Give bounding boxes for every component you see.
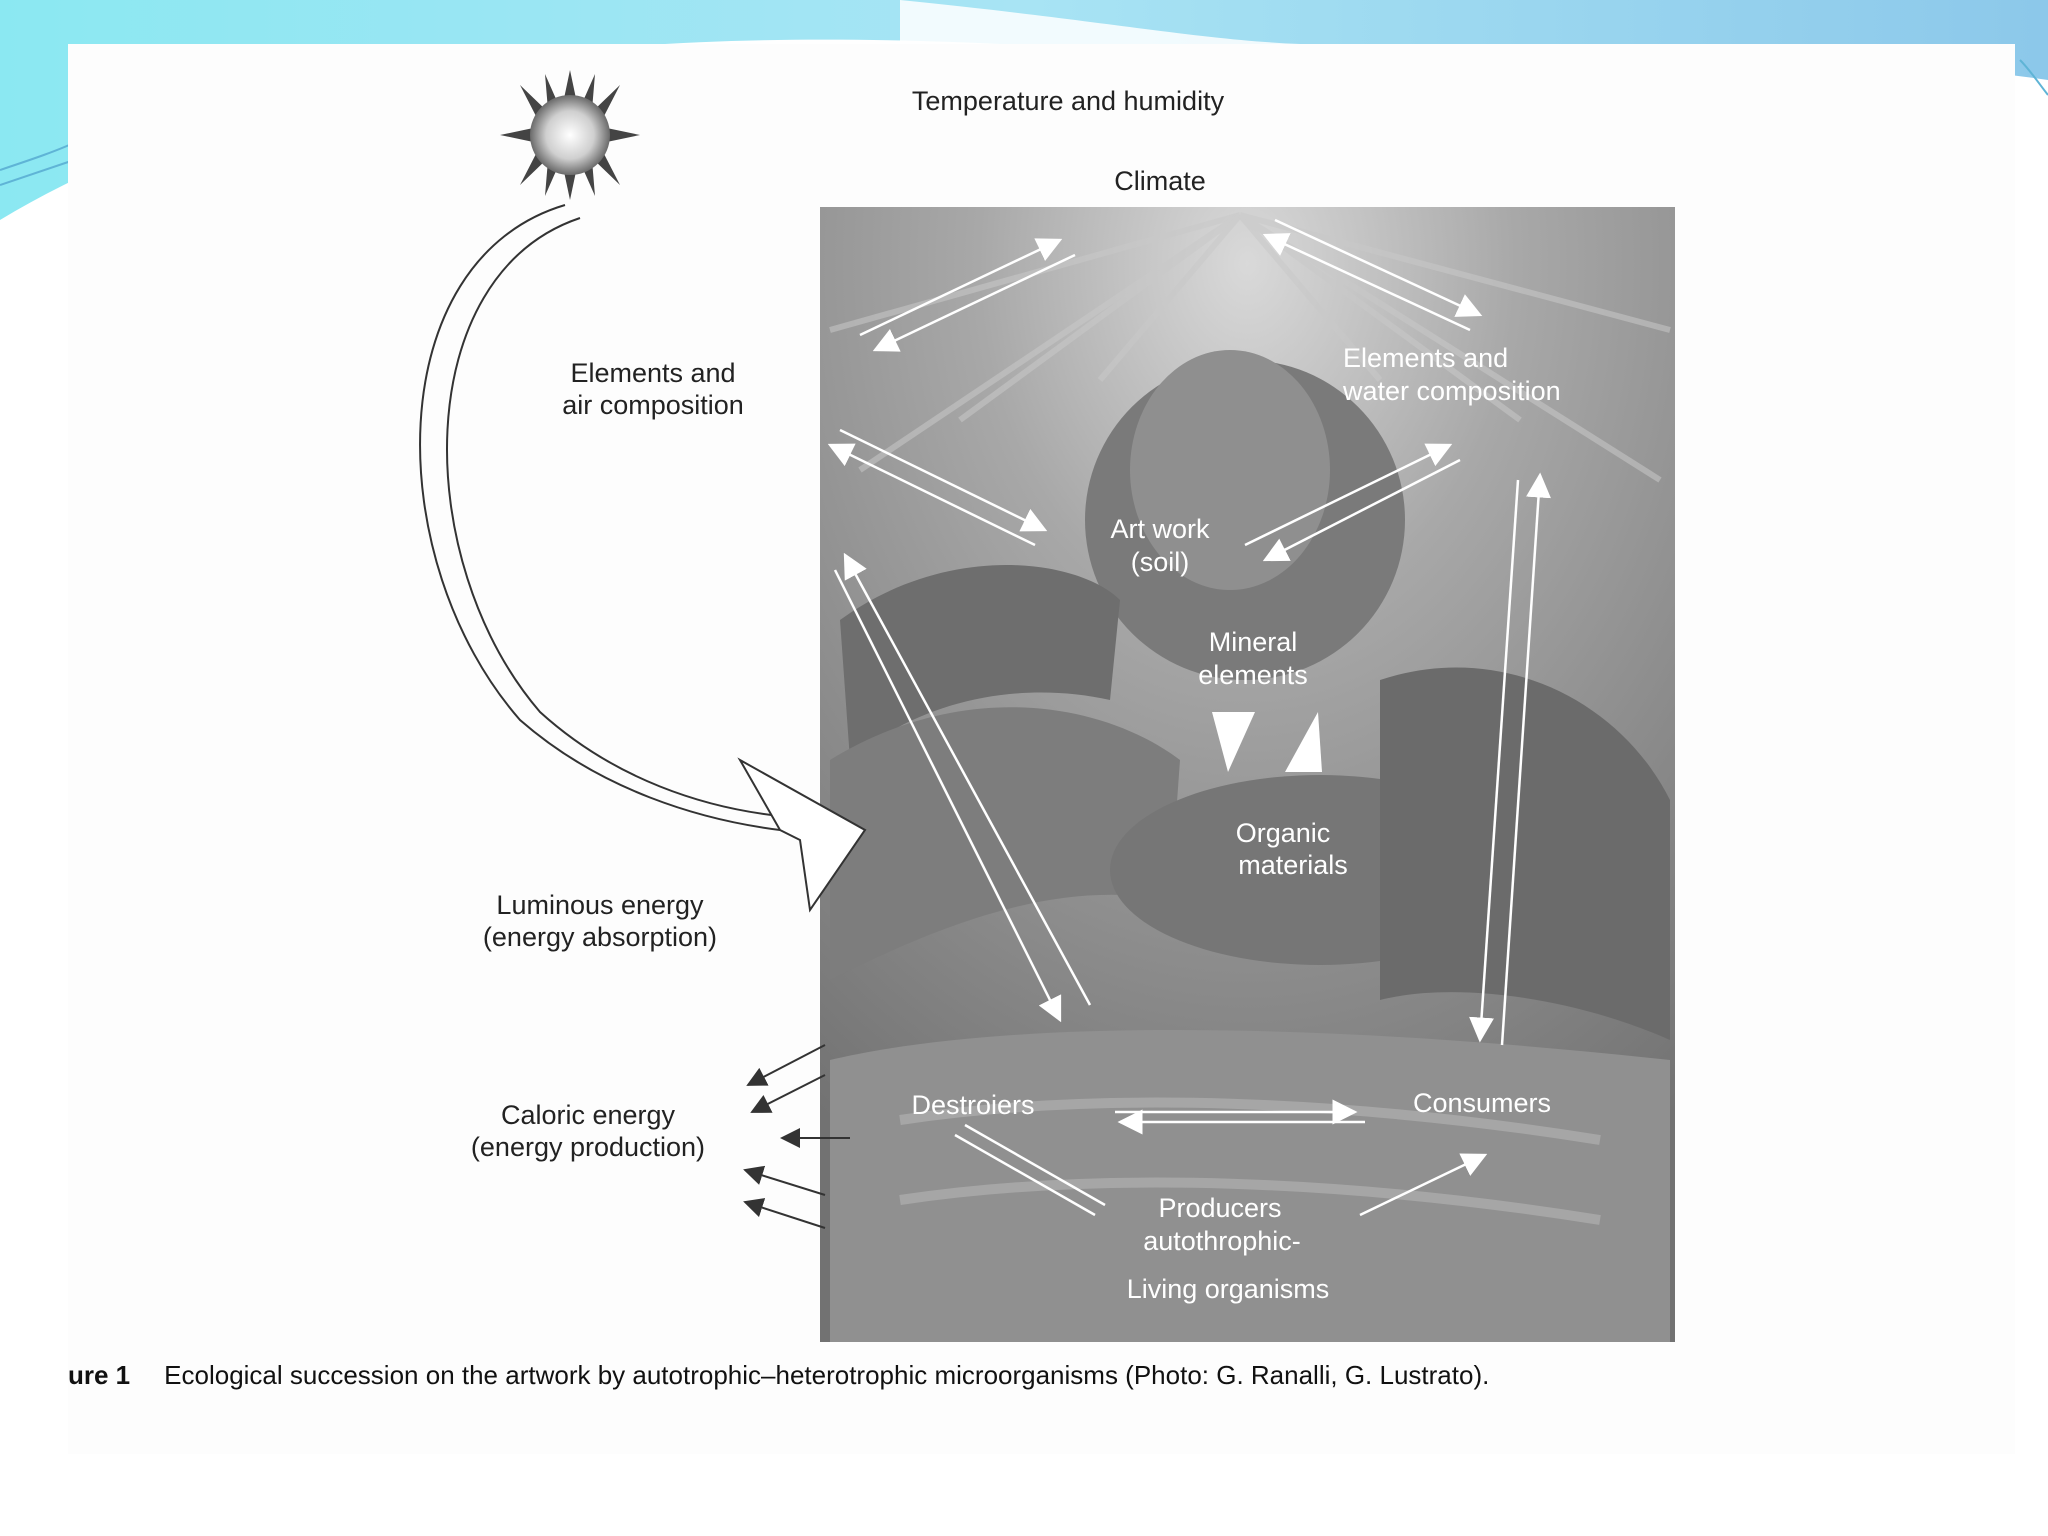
producers-label-line2: autothrophic- <box>1143 1226 1301 1256</box>
mineral-elements-label-line1: Mineral <box>1208 627 1298 657</box>
caption-text: Ecological succession on the artwork by autotrophic–heterotrophic microorganisms (Photo: G. Ranalli, G. Lustrato). <box>164 1360 1490 1390</box>
luminous-energy-label-line2: (energy absorption) <box>482 922 718 952</box>
air-composition-label-line1: Elements and <box>570 358 736 388</box>
air-composition-label-line2: air composition <box>562 390 744 420</box>
caloric-energy-label-line1: Caloric energy <box>500 1100 676 1130</box>
water-composition-label-line2: water composition <box>1343 376 1561 406</box>
caloric-energy-label-line2: (energy production) <box>470 1132 706 1162</box>
organic-materials-label-line1: Organic <box>1235 818 1331 848</box>
producers-label-line1: Producers <box>1158 1193 1282 1223</box>
temperature-humidity-label: Temperature and humidity <box>911 86 1225 116</box>
mineral-elements-label-line2: elements <box>1198 660 1308 690</box>
luminous-energy-arrow <box>420 205 865 910</box>
figure-number: ure 1 <box>68 1360 131 1390</box>
destroiers-label: Destroiers <box>911 1090 1035 1120</box>
artwork-label-line2: (soil) <box>1130 547 1190 577</box>
sun-icon <box>500 70 640 200</box>
climate-label: Climate <box>1114 166 1206 196</box>
artwork-label-line1: Art work <box>1110 514 1210 544</box>
luminous-energy-label-line1: Luminous energy <box>496 890 704 920</box>
living-organisms-label: Living organisms <box>1126 1274 1330 1304</box>
figure-caption <box>68 1360 2008 1400</box>
organic-materials-label-line2: materials <box>1238 850 1348 880</box>
consumers-label: Consumers <box>1412 1088 1552 1118</box>
water-composition-label-line1: Elements and <box>1343 343 1509 373</box>
